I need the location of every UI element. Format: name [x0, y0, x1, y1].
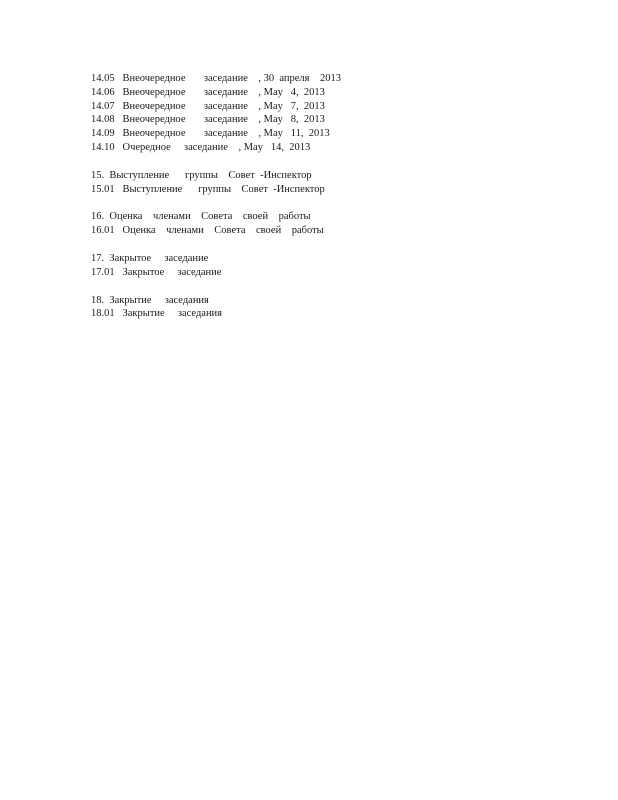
agenda-section-18 [91, 294, 571, 322]
agenda-item-17-01: 17.01 Закрытое заседание [91, 266, 222, 278]
agenda-section-15 [91, 169, 571, 197]
agenda-item-14-05: 14.05 Внеочередное заседание , 30 апреля 2013 [91, 73, 341, 84]
agenda-item-14-07: 14.07 Внеочередное заседание , May 7, 2013 [91, 100, 325, 112]
agenda-heading-17: 17. Закрытое заседание [91, 252, 209, 264]
agenda-heading-18: 18. Закрытие заседания [91, 294, 209, 306]
agenda-item-16-01: 16.01 Оценка членами Совета своей работы [91, 225, 324, 237]
agenda-item-15-01: 15.01 Выступление группы Совет -Инспектор [91, 183, 325, 195]
agenda-item-14-06: 14.06 Внеочередное заседание , May 4, 2013 [91, 86, 325, 98]
agenda-section-17 [91, 252, 571, 280]
agenda-section-16 [91, 210, 571, 238]
agenda-heading-16: 16. Оценка членами Совета своей работы [91, 211, 311, 223]
agenda-item-18-01: 18.01 Закрытие заседания [91, 308, 223, 320]
agenda-section-14 [91, 72, 571, 155]
agenda-item-14-09: 14.09 Внеочередное заседание , May 11, 2013 [91, 128, 330, 140]
agenda-content [91, 72, 571, 335]
agenda-item-14-08: 14.08 Внеочередное заседание , May 8, 2013 [91, 114, 325, 126]
agenda-item-14-10: 14.10 Очередное заседание , May 14, 2013 [91, 141, 311, 153]
agenda-heading-15: 15. Выступление группы Совет -Инспектор [91, 169, 312, 181]
